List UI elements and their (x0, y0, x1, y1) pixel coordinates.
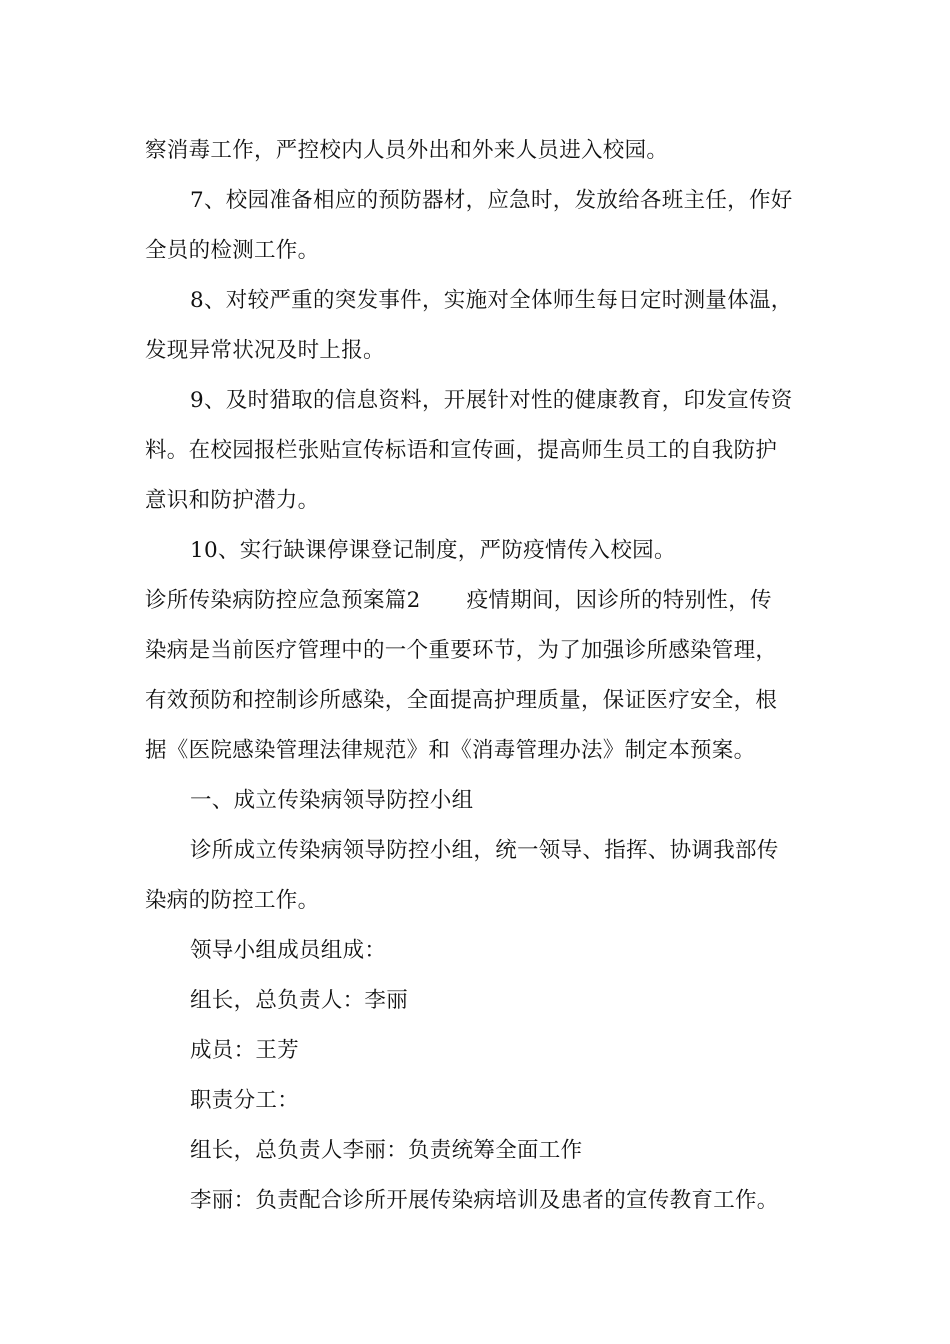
paragraph-line: 组长，总负责人李丽：负责统筹全面工作 (190, 1138, 583, 1163)
paragraph-line: 全员的检测工作。 (145, 238, 320, 263)
paragraph-line: 成员：王芳 (190, 1038, 300, 1063)
paragraph-line: 染病的防控工作。 (145, 888, 320, 913)
paragraph-line: 有效预防和控制诊所感染，全面提高护理质量，保证医疗安全，根 (145, 688, 778, 713)
paragraph-line: 料。在校园报栏张贴宣传标语和宣传画，提高师生员工的自我防护 (145, 438, 778, 463)
paragraph-line: 职责分工： (190, 1088, 300, 1113)
paragraph-line: 据《医院感染管理法律规范》和《消毒管理办法》制定本预案。 (145, 738, 756, 763)
section-heading-line (145, 586, 815, 616)
paragraph-line: 察消毒工作，严控校内人员外出和外来人员进入校园。 (145, 138, 669, 163)
paragraph-line: 意识和防护潜力。 (145, 488, 320, 513)
paragraph-line: 10、实行缺课停课登记制度，严防疫情传入校园。 (190, 538, 676, 563)
section-title: 诊所传染病防控应急预案篇2 (145, 588, 421, 613)
paragraph-line: 7、校园准备相应的预防器材，应急时，发放给各班主任，作好 (190, 188, 793, 213)
paragraph-line: 组长，总负责人：李丽 (190, 988, 409, 1013)
paragraph-text: 疫情期间，因诊所的特别性，传 (466, 588, 772, 613)
paragraph-line: 9、及时猎取的信息资料，开展针对性的健康教育，印发宣传资 (190, 388, 793, 413)
paragraph-line: 李丽：负责配合诊所开展传染病培训及患者的宣传教育工作。 (190, 1188, 779, 1213)
paragraph-line: 8、对较严重的突发事件，实施对全体师生每日定时测量体温， (190, 288, 793, 313)
subheading-line: 一、成立传染病领导防控小组 (190, 788, 474, 813)
paragraph-line: 染病是当前医疗管理中的一个重要环节，为了加强诊所感染管理， (145, 638, 778, 663)
paragraph-line: 发现异常状况及时上报。 (145, 338, 385, 363)
paragraph-line: 领导小组成员组成： (190, 938, 387, 963)
paragraph-line: 诊所成立传染病领导防控小组，统一领导、指挥、协调我部传 (190, 838, 779, 863)
